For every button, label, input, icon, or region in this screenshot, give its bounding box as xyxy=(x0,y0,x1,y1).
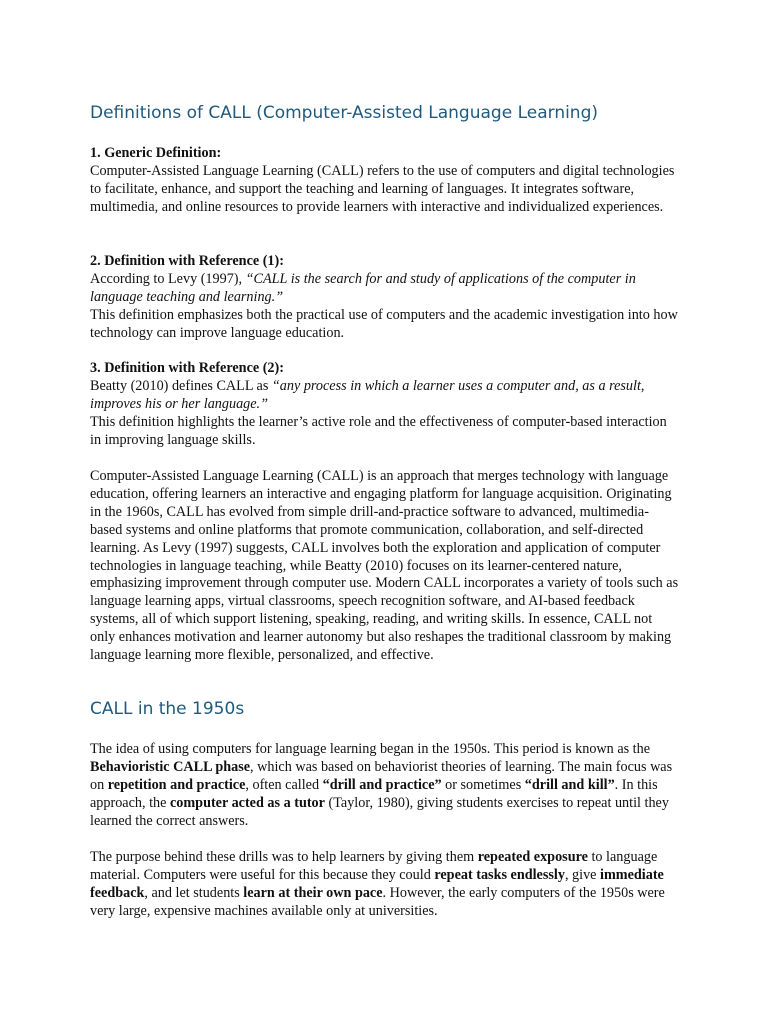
reference-1-quote: “CALL is the search for and study of applications of the computer in language teaching and learning.” xyxy=(90,270,636,305)
generic-definition-heading: 1. Generic Definition: xyxy=(90,145,222,161)
call-1950s-paragraph-1: The idea of using computers for language learning began in the 1950s. This period is known as the Behavioristic CALL phase, which was based on behaviorist theories of learning. The main focus was on repetition and practice, often called “drill and practice” or sometimes “drill and kill”. In this approach, the computer acted as a tutor (Taylor, 1980), giving students exercises to repeat until they learned the correct answers. xyxy=(90,741,673,829)
generic-definition-text: Computer-Assisted Language Learning (CALL) refers to the use of computers and digital technologies to facilitate, enhance, and support the teaching and learning of languages. It integrates software, multimedia, and online resources to provide learners with interactive and individualized experiences. xyxy=(90,162,675,215)
reference-1-explanation: This definition emphasizes both the practical use of computers and the academic investigation into how technology can improve language education. xyxy=(90,306,678,341)
reference-1-intro: According to Levy (1997), xyxy=(90,270,246,287)
definitions-heading: Definitions of CALL (Computer-Assisted Language Learning) xyxy=(90,103,599,123)
reference-2-intro: Beatty (2010) defines CALL as xyxy=(90,377,272,394)
summary-paragraph: Computer-Assisted Language Learning (CALL) is an approach that merges technology with language education, offering learners an interactive and engaging platform for language acquisition. Originating in the 1960s, CALL has evolved from simple drill-and-practice software to advanced, multimedia-based systems and online platforms that promote communication, collaboration, and self-directed learning. As Levy (1997) suggests, CALL involves both the exploration and application of computer technologies in language teaching, while Beatty (2010) focuses on its learner-centered nature, emphasizing improvement through computer use. Modern CALL incorporates a variety of tools such as language learning apps, virtual classrooms, speech recognition software, and AI-based feedback systems, all of which support listening, speaking, reading, and writing skills. In essence, CALL not only enhances motivation and learner autonomy but also reshapes the traditional classroom by making language learning more flexible, personalized, and effective. xyxy=(90,468,679,664)
reference-2-explanation: This definition highlights the learner’s active role and the effectiveness of computer-based interaction in improving language skills. xyxy=(90,413,667,448)
reference-2-heading: 3. Definition with Reference (2): xyxy=(90,360,284,376)
call-1950s-paragraph-2: The purpose behind these drills was to help learners by giving them repeated exposure to language material. Computers were useful for this because they could repeat tasks endlessly, give immediate feedback, and let students learn at their own pace. However, the early computers of the 1950s were very large, expensive machines available only at universities. xyxy=(90,849,665,919)
reference-2-block xyxy=(90,360,680,450)
call-1950s-heading: CALL in the 1950s xyxy=(90,699,245,719)
reference-1-heading: 2. Definition with Reference (1): xyxy=(90,253,284,269)
reference-2-quote: “any process in which a learner uses a computer and, as a result, improves his or her language.” xyxy=(90,377,645,412)
generic-definition-block xyxy=(90,145,680,217)
reference-1-block xyxy=(90,253,680,343)
